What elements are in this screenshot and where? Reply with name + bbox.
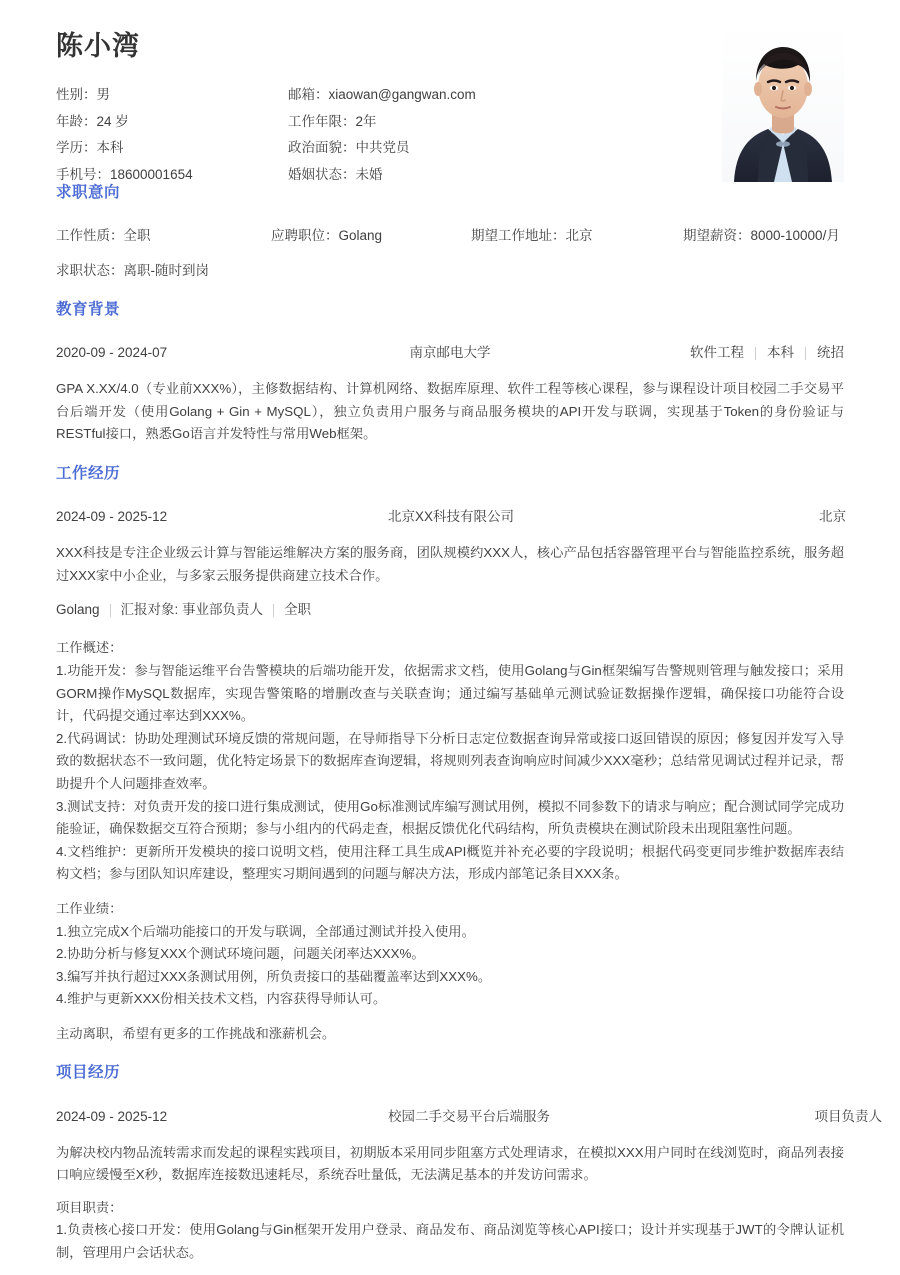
info-label: 学历： bbox=[56, 140, 97, 156]
info-field-political-status bbox=[288, 135, 616, 162]
spacer bbox=[56, 886, 844, 898]
intent-value: 全职 bbox=[123, 228, 151, 244]
project-name: 校园二手交易平台后端服务 bbox=[388, 1108, 550, 1124]
education-description: GPA X.XX/4.0（专业前XXX%），主修数据结构、计算机网络、数据库原理、软件工程等核心课程，参与课程设计项目校园二手交易平台后端开发（使用Golang + Gin + MySQL），独立负责用户服务与商品服务模块的API开发与联调，实现基于Token的身份验证与RESTful接口，熟悉Go语言并发特性与常用Web框架。 bbox=[56, 381, 844, 442]
section-education bbox=[56, 300, 844, 446]
info-label: 婚姻状态： bbox=[288, 166, 356, 182]
info-label: 手机号： bbox=[56, 166, 110, 182]
work-location: 北京 bbox=[819, 509, 847, 525]
project-duty-item: 1.负责核心接口开发：使用Golang与Gin框架开发用户登录、商品发布、商品浏览等核心API接口；设计并实现基于JWT的令牌认证机制，管理用户会话状态。 bbox=[56, 1222, 844, 1260]
intent-value: 8000-10000/月 bbox=[750, 228, 840, 244]
personal-info-grid bbox=[56, 82, 616, 188]
work-entry-header bbox=[56, 506, 847, 528]
work-overview-item: 1.功能开发：参与智能运维平台告警模块的后端功能开发，依据需求文档，使用Golang与Gin框架编写告警规则管理与触发接口；采用GORM操作MySQL数据库，实现告警策略的增删改查与关联查询；通过编写基础单元测试验证数据操作逻辑，确保接口功能符合设计，代码提交通过率达到XXX%。 bbox=[56, 662, 844, 724]
work-meta-report-to: 汇报对象: 事业部负责人 bbox=[120, 602, 264, 618]
intent-value: 离职-随时到岗 bbox=[123, 263, 209, 279]
work-meta-position: Golang bbox=[56, 602, 100, 618]
portrait-photo-icon bbox=[722, 25, 844, 182]
work-achievement-label: 工作业绩： bbox=[56, 900, 123, 916]
info-field-age bbox=[56, 109, 288, 136]
job-intention-row-1 bbox=[56, 225, 844, 247]
info-field-phone bbox=[56, 162, 288, 189]
section-title-work-experience: 工作经历 bbox=[56, 465, 121, 483]
section-title-job-intention: 求职意向 bbox=[56, 184, 121, 201]
section-job-intention bbox=[56, 183, 844, 282]
info-value: 18600001654 bbox=[110, 166, 193, 182]
info-field-gender bbox=[56, 82, 288, 109]
work-achievement-item: 1.独立完成X个后端功能接口的开发与联调，全部通过测试并投入使用。 bbox=[56, 923, 475, 939]
info-value: 本科 bbox=[96, 140, 124, 156]
work-overview-item: 4.文档维护：更新所开发模块的接口说明文档，使用注释工具生成API概览并补充必要的字段说明；根据代码变更同步维护数据库表结构文档；参与团队知识库建设，整理实习期间遇到的问题与解决方法，形成内部笔记条目XXX条。 bbox=[56, 843, 844, 882]
intent-value: 北京 bbox=[565, 228, 593, 244]
work-overview-item: 2.代码调试：协助处理测试环境反馈的常规问题，在导师指导下分析日志定位数据查询异常或接口返回错误的原因；修复因并发写入导致的数据状态不一致问题，优化特定场景下的数据库查询逻辑，将规则列表查询响应时间减少XXX毫秒；总结常见调试过程并记录，帮助提升个人问题排查效率。 bbox=[56, 730, 844, 791]
intent-field-location bbox=[471, 225, 683, 247]
candidate-photo bbox=[722, 25, 844, 182]
project-background: 为解决校内物品流转需求而发起的课程实践项目，初期版本采用同步阻塞方式处理请求，在模拟XXX用户同时在线浏览时，商品列表接口响应缓慢至X秒，数据库连接数迅速耗尽，系统吞吐量低，无法满足基本的并发访问需求。 bbox=[56, 1144, 844, 1183]
work-achievement-item: 3.编写并执行超过XXX条测试用例，所负责接口的基础覆盖率达到XXX%。 bbox=[56, 968, 492, 984]
info-value: xiaowan@gangwan.com bbox=[328, 87, 476, 103]
work-overview-item: 3.测试支持：对负责开发的接口进行集成测试，使用Go标准测试库编写测试用例，模拟不同参数下的请求与响应；配合测试同学完成功能验证，确保数据交互符合预期；参与小组内的代码走查，根据反馈优化代码结构，所负责模块在测试阶段未出现阻塞性问题。 bbox=[56, 798, 844, 837]
spacer bbox=[56, 1011, 844, 1023]
intent-label: 应聘职位： bbox=[271, 228, 339, 244]
work-leaving-reason: 主动离职，希望有更多的工作挑战和涨薪机会。 bbox=[56, 1025, 336, 1041]
info-value: 2年 bbox=[355, 113, 377, 129]
intent-field-salary bbox=[683, 225, 840, 247]
project-entry-header bbox=[56, 1106, 882, 1128]
project-date: 2024-09 - 2025-12 bbox=[56, 1108, 168, 1124]
work-overview-label: 工作概述： bbox=[56, 640, 123, 656]
work-meta-line bbox=[56, 599, 844, 621]
info-value: 中共党员 bbox=[355, 140, 410, 156]
candidate-name: 陈小湾 bbox=[56, 31, 140, 61]
info-value: 未婚 bbox=[355, 166, 383, 182]
tag-separator-icon bbox=[805, 347, 806, 360]
education-entry-header bbox=[56, 342, 844, 364]
education-date: 2020-09 - 2024-07 bbox=[56, 345, 168, 361]
work-achievement-item: 2.协助分析与修复XXX个测试环境问题，问题关闭率达XXX%。 bbox=[56, 946, 425, 962]
section-title-education: 教育背景 bbox=[56, 301, 121, 319]
section-work-experience bbox=[56, 464, 847, 1045]
intent-label: 期望薪资： bbox=[683, 228, 751, 244]
info-label: 年龄： bbox=[56, 113, 97, 129]
work-company-intro: XXX科技是专注企业级云计算与智能运维解决方案的服务商，团队规模约XXX人，核心产品包括容器管理平台与智能监控系统，服务超过XXX家中小企业，与多家云服务提供商建立技术合作。 bbox=[56, 545, 844, 583]
intent-value: Golang bbox=[338, 228, 383, 244]
intent-field-position bbox=[271, 225, 471, 247]
info-field-marital-status bbox=[288, 162, 616, 189]
education-tag-degree: 本科 bbox=[767, 345, 794, 361]
education-tags bbox=[512, 342, 844, 364]
info-label: 性别： bbox=[56, 87, 97, 103]
info-field-work-years bbox=[288, 109, 616, 136]
section-title-project-experience: 项目经历 bbox=[56, 1064, 121, 1082]
meta-separator-icon bbox=[273, 604, 274, 617]
info-field-email bbox=[288, 82, 616, 109]
info-field-education bbox=[56, 135, 288, 162]
section-project-experience bbox=[56, 1063, 882, 1264]
intent-label: 工作性质： bbox=[56, 228, 124, 244]
education-tag-major: 软件工程 bbox=[690, 345, 744, 361]
info-label: 政治面貌： bbox=[288, 140, 356, 156]
resume-header bbox=[56, 0, 844, 182]
info-value: 男 bbox=[96, 87, 110, 103]
education-tag-admission: 统招 bbox=[817, 345, 844, 361]
project-duty-label: 项目职责： bbox=[56, 1199, 123, 1215]
tag-separator-icon bbox=[755, 347, 756, 360]
work-company: 北京XX科技有限公司 bbox=[388, 509, 515, 525]
job-intention-row-2 bbox=[56, 260, 844, 282]
education-school: 南京邮电大学 bbox=[409, 345, 491, 361]
info-label: 工作年限： bbox=[288, 113, 356, 129]
project-role: 项目负责人 bbox=[814, 1108, 882, 1124]
info-value: 24 岁 bbox=[96, 113, 129, 129]
work-meta-job-type: 全职 bbox=[284, 602, 312, 618]
work-date: 2024-09 - 2025-12 bbox=[56, 509, 168, 525]
intent-label: 求职状态： bbox=[56, 263, 124, 279]
intent-field-job-type bbox=[56, 225, 271, 247]
info-label: 邮箱： bbox=[288, 87, 329, 103]
intent-label: 期望工作地址： bbox=[471, 228, 566, 244]
meta-separator-icon bbox=[110, 604, 111, 617]
work-achievement-item: 4.维护与更新XXX份相关技术文档，内容获得导师认可。 bbox=[56, 991, 387, 1007]
intent-field-status bbox=[56, 260, 271, 282]
